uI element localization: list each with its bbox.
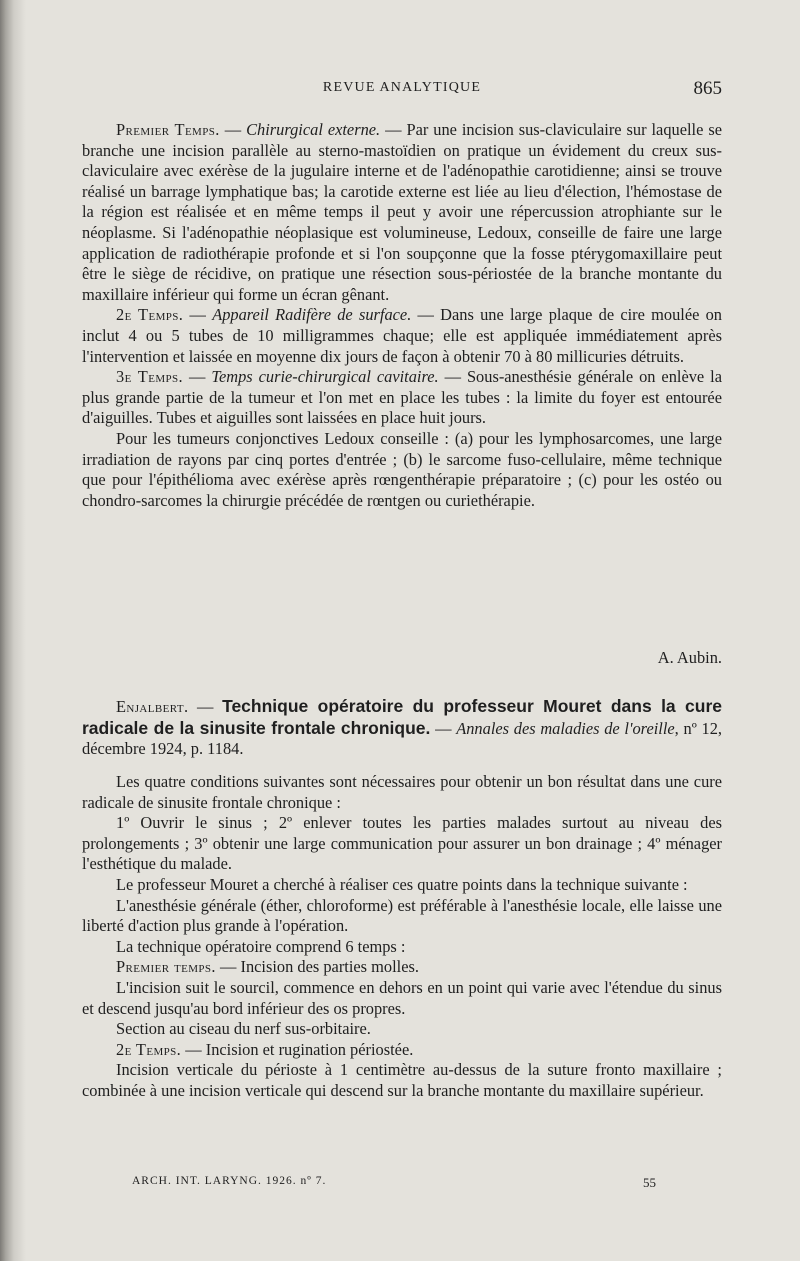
paragraph-troisieme-temps: 3e Temps. — Temps curie-chirurgical cavitaire. — Sous-anesthésie générale on enlève la plus grande partie de la tumeur et l'on met en place les tubes : la limite du foyer est entourée d'aiguilles. Tubes et aiguilles sont laissées en place huit jours. bbox=[82, 367, 722, 428]
paragraph-premier-temps-incision bbox=[82, 957, 722, 978]
book-binding-shadow bbox=[0, 0, 26, 1261]
section-mouret-technique bbox=[82, 772, 722, 1102]
paragraph-deuxieme-temps-incision bbox=[82, 1040, 722, 1061]
footer-signature-mark: 55 bbox=[643, 1175, 656, 1190]
reviewer-signature: A. Aubin. bbox=[657, 648, 722, 667]
paragraph-premier-temps: Premier Temps. — Chirurgical externe. — Par une incision sus-claviculaire sur laquelle se branche une incision parallèle au sterno-mastoïdien on pratique un évidement du creux sus-claviculaire avec exérèse de la jugulaire interne et de l'adénopathie carotidienne; ainsi se trouve réalisé un barrage lymphatique bas; la carotide externe est liée au lieu d'élection, l'hémostase de la région est réalisée et en même temps il peut y avoir une répercussion atrophiante sur le néoplasme. Si l'adénopathie néoplasique est volumineuse, Ledoux, conseille de faire une large application de radiothérapie profonde et si l'on soupçonne que la fosse ptérygomaxillaire peut être le siège de récidive, on pratique une résection sous-périostée de la branche montante du maxillaire inférieur qui forme un écran gênant. bbox=[82, 120, 722, 304]
paragraph: Le professeur Mouret a cherché à réaliser ces quatre points dans la technique suivante : bbox=[116, 874, 688, 894]
paragraph: L'incision suit le sourcil, commence en dehors en un point qui varie avec l'étendue du sinus et descend jusqu'au bord inférieur des os propres. bbox=[82, 977, 722, 1018]
step-text: Par une incision sus-claviculaire sur laquelle se branche une incision parallèle au sterno-mastoïdien on pratique un évidement du creux sus-claviculaire avec exérèse de la jugulaire interne et de l'adénopathie carotidienne; ainsi se trouve réalisé un barrage lymphatique bas; la carotide externe est liée au lieu d'élection, l'hémostase de la région est réalisée et en même temps il peut y avoir une répercussion atrophiante sur le néoplasme. Si l'adénopathie néoplasique est volumineuse, Ledoux, conseille de faire une large application de radiothérapie profonde et si l'on soupçonne que la fosse ptérygomaxillaire peut être le siège de récidive, on pratique une résection sous-périostée de la branche montante du maxillaire inférieur qui forme un écran gênant. bbox=[82, 120, 722, 304]
step-label: Premier temps. bbox=[116, 957, 216, 977]
step-heading: Temps curie-chirurgical cavitaire. bbox=[211, 367, 439, 387]
paragraph: Incision verticale du périoste à 1 centimètre au-dessus de la suture fronto maxillaire ; combinée à une incision verticale qui descend sur la branche montante du maxillaire supérieur. bbox=[82, 1060, 722, 1100]
paragraph: La technique opératoire comprend 6 temps : bbox=[116, 936, 406, 956]
journal-name: Annales des maladies de l'oreille bbox=[456, 718, 675, 738]
running-title: REVUE ANALYTIQUE bbox=[322, 80, 482, 95]
journal-page bbox=[82, 0, 722, 1261]
running-head bbox=[82, 78, 722, 100]
article-author: Enjalbert. bbox=[116, 697, 189, 716]
paragraph-tumeurs-conjonctives: Pour les tumeurs conjonctives Ledoux conseille : (a) pour les lymphosarcomes, une large irradiation de rayons par cinq portes d'entrée ; (b) le sarcome fuso-cellulaire, même technique que pour l'épithélioma avec exérèse après rœngenthérapie préparatoire ; (c) pour les ostéo ou chondro-sarcomes la chirurgie précédée de rœntgen ou curiethérapie. bbox=[82, 428, 722, 510]
footer-journal-ref: ARCH. INT. LARYNG. 1926. nº 7. bbox=[132, 1175, 327, 1187]
article-reference: Enjalbert. — Technique opératoire du professeur Mouret dans la cure radicale de la sinusite frontale chronique. — Annales des maladies de l'oreille, nº 12, décembre 1924, p. 1184. bbox=[82, 696, 722, 759]
step-label: 2e Temps. bbox=[116, 1039, 182, 1059]
article-title: Technique opératoire du professeur Mouret dans la cure radicale de la sinusite frontale chronique. bbox=[82, 696, 722, 738]
step-heading: Chirurgical externe. bbox=[246, 120, 381, 139]
step-label: Premier Temps. bbox=[116, 120, 220, 139]
section-ledoux-summary bbox=[82, 120, 722, 511]
step-label: 2e Temps. bbox=[116, 305, 184, 325]
step-text: — Incision et rugination périostée. bbox=[181, 1039, 414, 1059]
page-number: 865 bbox=[693, 78, 722, 99]
paragraph-deuxieme-temps: 2e Temps. — Appareil Radifère de surface. — Dans une large plaque de cire moulée on inclut 4 ou 5 tubes de 10 milligrammes chaque; elle est appliquée immédiatement après l'intervention et laissée en moyenne dix jours de façon à obtenir 70 à 80 millicuries détruits. bbox=[82, 305, 722, 366]
step-text: — Incision des parties molles. bbox=[215, 957, 419, 977]
journal-citation: , nº 12, décembre 1924, p. 1184. bbox=[82, 718, 722, 759]
step-heading: Appareil Radifère de surface. bbox=[212, 305, 412, 325]
paragraph: Les quatre conditions suivantes sont nécessaires pour obtenir un bon résultat dans une cure radicale de sinusite frontale chronique : bbox=[82, 772, 722, 812]
step-text: Dans une large plaque de cire moulée on inclut 4 ou 5 tubes de 10 milligrammes chaque; elle est appliquée immédiatement après l'intervention et laissée en moyenne dix jours de façon à obtenir 70 à 80 millicuries détruits. bbox=[82, 305, 722, 366]
page-footer bbox=[82, 1175, 722, 1195]
paragraph: L'anesthésie générale (éther, chloroforme) est préférable à l'anesthésie locale, elle laisse une liberté d'action plus grande à l'opération. bbox=[82, 895, 722, 936]
step-label: 3e Temps. bbox=[116, 367, 184, 387]
paragraph: Section au ciseau du nerf sus-orbitaire. bbox=[116, 1019, 371, 1039]
paragraph: 1º Ouvrir le sinus ; 2º enlever toutes les parties malades surtout au niveau des prolongements ; 3º obtenir une large communication pour assurer un bon drainage ; 4º ménager l'esthétique du malade. bbox=[82, 813, 722, 874]
step-text: Sous-anesthésie générale on enlève la plus grande partie de la tumeur et l'on met en place les tubes : la limite du foyer est entourée d'aiguilles. Tubes et aiguilles sont laissées en place huit jours. bbox=[82, 367, 722, 428]
